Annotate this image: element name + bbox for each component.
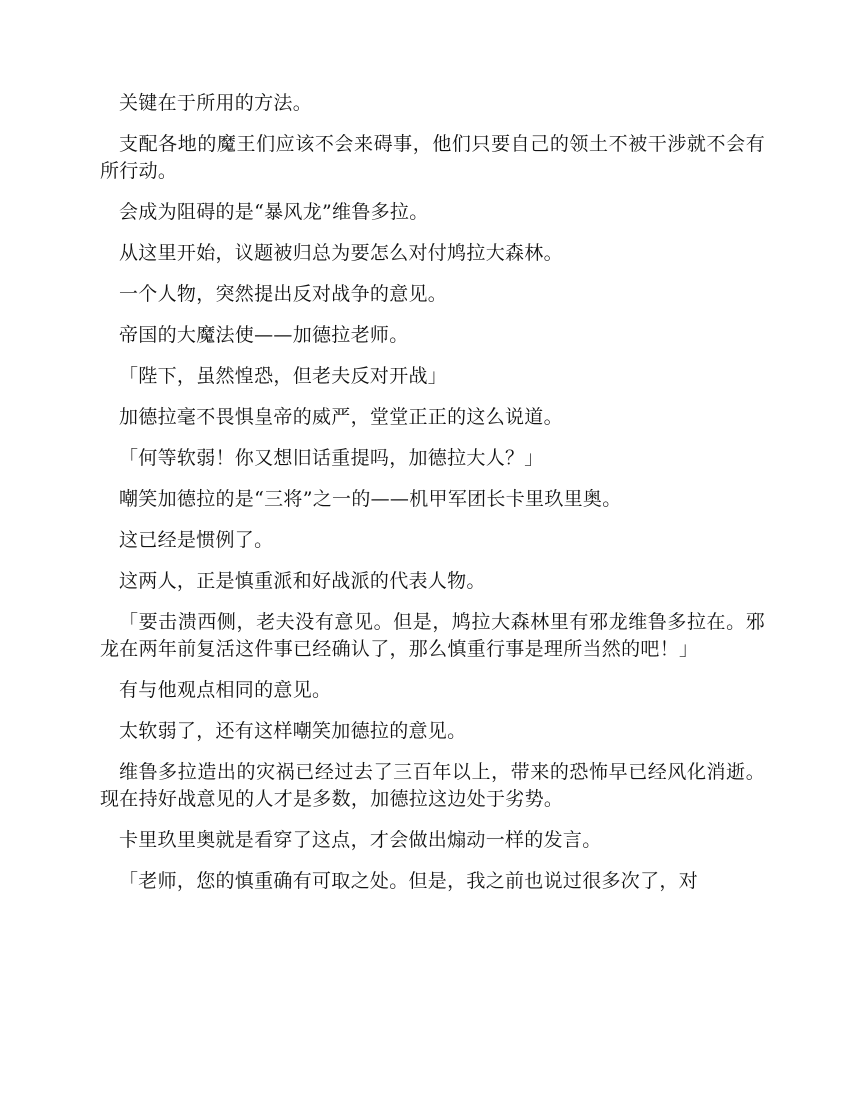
paragraph: 「何等软弱！你又想旧话重提吗，加德拉大人？」 [119, 447, 544, 469]
paragraph: 「陛下，虽然惶恐，但老夫反对开战」 [119, 365, 448, 387]
paragraph: 「老师，您的慎重确有可取之处。但是，我之前也说过很多次了，对 [119, 870, 699, 892]
paragraph: 嘲笑加德拉的是“三将”之一的——机甲军团长卡里玖里奥。 [119, 488, 622, 510]
paragraph: 这两人，正是慎重派和好战派的代表人物。 [119, 570, 486, 592]
paragraph: 维鲁多拉造出的灾祸已经过去了三百年以上，带来的恐怖早已经风化消逝。现在持好战意见的人才是多数，加德拉这边处于劣势。 [100, 761, 765, 810]
paragraph: 支配各地的魔王们应该不会来碍事，他们只要自己的领土不被干涉就不会有所行动。 [100, 133, 765, 182]
paragraph: 太软弱了，还有这样嘲笑加德拉的意见。 [119, 720, 467, 742]
paragraph: 加德拉毫不畏惧皇帝的威严，堂堂正正的这么说道。 [119, 406, 563, 428]
paragraph: 一个人物，突然提出反对战争的意见。 [119, 283, 448, 305]
paragraph: 卡里玖里奥就是看穿了这点，才会做出煽动一样的发言。 [119, 829, 602, 851]
paragraph: 这已经是惯例了。 [119, 529, 274, 551]
paragraph: 帝国的大魔法使——加德拉老师。 [119, 324, 409, 346]
paragraph: 「要击溃西侧，老夫没有意见。但是，鸠拉大森林里有邪龙维鲁多拉在。邪龙在两年前复活这件事已经确认了，那么慎重行事是理所当然的吧！」 [100, 611, 765, 660]
body-text [100, 90, 765, 909]
paragraph: 从这里开始，议题被归总为要怎么对付鸠拉大森林。 [119, 242, 563, 264]
paragraph: 有与他观点相同的意见。 [119, 679, 332, 701]
paragraph: 关键在于所用的方法。 [119, 92, 313, 114]
paragraph: 会成为阻碍的是“暴风龙”维鲁多拉。 [119, 201, 429, 223]
